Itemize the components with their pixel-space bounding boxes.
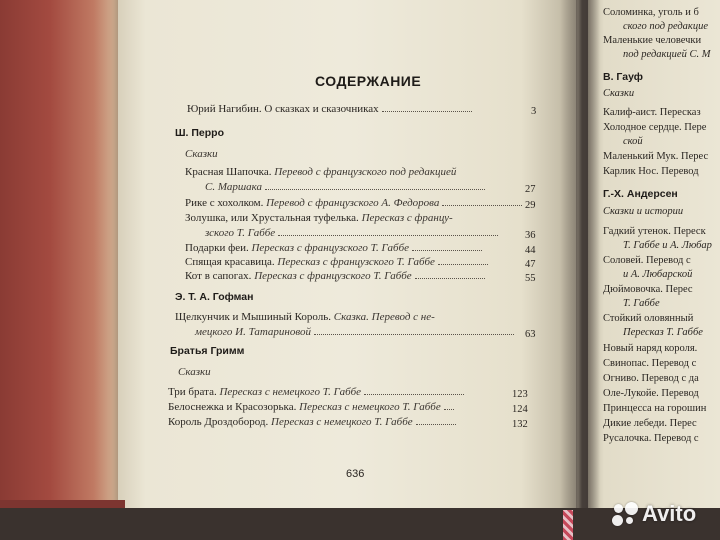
- avito-watermark: [612, 498, 712, 532]
- leader-dots: [278, 234, 498, 236]
- toc-entry-title: Король Дроздобород.: [168, 416, 269, 428]
- leader-dots: [412, 249, 482, 251]
- toc-entry-title: Кот в сапогах.: [185, 270, 252, 282]
- right-page-line: и А. Любарской: [623, 269, 693, 280]
- toc-entry: [185, 242, 485, 254]
- toc-page-number: 55: [525, 273, 536, 284]
- right-page-line: Соловей. Перевод с: [603, 255, 691, 266]
- toc-entry: [185, 212, 453, 224]
- toc-entry-note: Пересказ с францу-: [361, 212, 453, 224]
- right-page-line: Дюймовочка. Перес: [603, 284, 693, 295]
- avito-watermark-text: Avito: [642, 501, 697, 526]
- toc-page-number: 63: [525, 329, 536, 340]
- right-page-line: Принцесса на горошин: [603, 403, 707, 414]
- toc-entry-note: Пересказ с немецкого Т. Габбе: [219, 386, 362, 398]
- right-page-line: Соломинка, уголь и б: [603, 7, 699, 18]
- right-page-subtitle: Сказки и истории: [603, 206, 684, 217]
- leader-dots: [438, 263, 488, 265]
- section-author-hoffmann: Э. Т. А. Гофман: [175, 291, 254, 303]
- right-page-line: Пересказ Т. Габбе: [623, 327, 703, 338]
- toc-page-number: 47: [525, 259, 536, 270]
- right-page-line: Огниво. Перевод с да: [603, 373, 699, 384]
- right-page-line: Новый наряд короля.: [603, 343, 698, 354]
- toc-entry-title: Юрий Нагибин. О сказках и сказочниках: [187, 103, 379, 115]
- leader-dots: [382, 110, 472, 112]
- toc-entry-title: Подарки феи.: [185, 242, 249, 254]
- toc-entry-note: Пересказ с французского Т. Габбе: [251, 242, 409, 254]
- toc-entry-title: Рике с хохолком.: [185, 197, 264, 209]
- right-page-line: Карлик Нос. Перевод: [603, 166, 699, 177]
- leader-dots: [442, 204, 522, 206]
- toc-page-number: 29: [525, 200, 536, 211]
- right-page-line: Маленький Мук. Перес: [603, 151, 709, 162]
- book-cover-left: [0, 0, 125, 540]
- toc-entry-note: Сказка. Перевод с не-: [333, 311, 435, 323]
- right-page-line: Маленькие человечки: [603, 35, 702, 46]
- leader-dots: [265, 188, 485, 190]
- right-page-line: Свинопас. Перевод с: [603, 358, 697, 369]
- toc-page-number: 132: [512, 419, 528, 430]
- toc-entry-title: Щелкунчик и Мышиный Король.: [175, 311, 332, 323]
- avito-logo-icon: [612, 502, 640, 526]
- toc-page-number: 3: [531, 106, 537, 117]
- toc-entry-note: Перевод с французского под редакцией: [274, 166, 457, 178]
- toc-entry-title: Белоснежка и Красозорька.: [168, 401, 297, 413]
- toc-entry-cont: [205, 181, 488, 193]
- toc-entry: [168, 401, 457, 413]
- right-page-line: Дикие лебеди. Перес: [603, 418, 697, 429]
- toc-entry-note: зского Т. Габбе: [205, 227, 276, 239]
- right-page-line: Т. Габбе: [623, 298, 660, 309]
- toc-entry: [168, 386, 467, 398]
- toc-entry: [185, 197, 525, 209]
- right-page-line: Гадкий утенок. Переск: [603, 226, 706, 237]
- toc-page-number: 123: [512, 389, 528, 400]
- toc-entry: [185, 166, 456, 178]
- toc-page-number: 36: [525, 230, 536, 241]
- leader-dots: [364, 393, 464, 395]
- right-page-line: Стойкий оловянный: [603, 313, 694, 324]
- leader-dots: [314, 333, 514, 335]
- right-page-line: Холодное сердце. Пере: [603, 122, 707, 133]
- toc-entry-note: Пересказ с немецкого Т. Габбе: [299, 401, 441, 413]
- toc-entry-note: Пересказ с немецкого Т. Габбе: [271, 416, 413, 428]
- toc-entry-note: С. Маршака: [205, 181, 263, 193]
- section-subtitle-perrault: Сказки: [185, 148, 218, 160]
- right-page-line: под редакцией С. М: [623, 49, 711, 60]
- leader-dots: [444, 408, 454, 410]
- right-page-line: Оле-Лукойе. Перевод: [603, 388, 699, 399]
- toc-page-number: 44: [525, 245, 536, 256]
- toc-entry-note: Пересказ с французского Т. Габбе: [277, 256, 435, 268]
- toc-entry-title: Красная Шапочка.: [185, 166, 272, 178]
- toc-entry-note: мецкого И. Татариновой: [195, 326, 311, 338]
- right-page-subtitle: Сказки: [603, 88, 635, 99]
- section-author-perrault: Ш. Перро: [175, 127, 225, 139]
- right-page-line: Т. Габбе и А. Любар: [623, 240, 712, 251]
- right-page-line: ского под редакцие: [623, 21, 708, 32]
- toc-entry: [185, 256, 491, 268]
- right-page-line: Русалочка. Перевод с: [603, 433, 699, 444]
- toc-page-number: 124: [512, 404, 528, 415]
- page-number: 636: [346, 468, 365, 480]
- toc-entry: [185, 270, 488, 282]
- toc-entry-cont: [205, 227, 501, 239]
- right-page-line: Калиф-аист. Пересказ: [603, 107, 701, 118]
- toc-entry-cont: [195, 326, 517, 338]
- toc-entry: [175, 311, 435, 323]
- toc-entry-title: Спящая красавица.: [185, 256, 275, 268]
- toc-entry: [168, 416, 459, 428]
- toc-entry-title: Три брата.: [168, 386, 217, 398]
- toc-entry-title: Золушка, или Хрустальная туфелька.: [185, 212, 359, 224]
- right-page-line: ской: [623, 136, 643, 147]
- bookmark-ribbon: [563, 510, 573, 540]
- book-gutter: [560, 0, 600, 540]
- toc-entry-note: Перевод с французского А. Федорова: [266, 197, 440, 209]
- toc-page-number: 27: [525, 184, 536, 195]
- leader-dots: [416, 423, 456, 425]
- toc-title: СОДЕРЖАНИЕ: [315, 73, 422, 89]
- right-page-section: В. Гауф: [603, 71, 643, 83]
- toc-entry-note: Пересказ с французского Т. Габбе: [254, 270, 412, 282]
- section-subtitle-grimm: Сказки: [178, 366, 211, 378]
- section-author-grimm: Братья Гримм: [170, 345, 245, 357]
- right-page-section: Г.-Х. Андерсен: [603, 188, 678, 200]
- toc-entry-intro: [187, 103, 475, 115]
- leader-dots: [415, 277, 485, 279]
